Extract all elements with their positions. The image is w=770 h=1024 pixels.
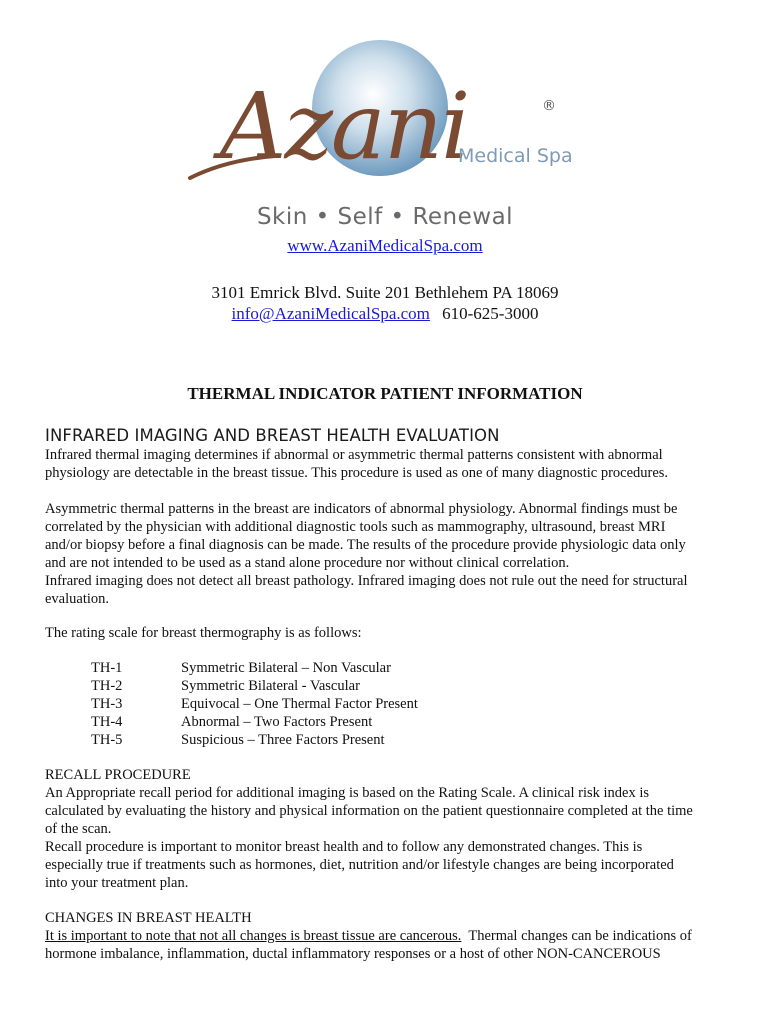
changes-heading: CHANGES IN BREAST HEALTH: [45, 910, 252, 926]
rating-code: TH-5: [91, 732, 123, 748]
text-line: and are not intended to be used as a stand alone procedure nor without clinical correlation.: [45, 555, 570, 571]
rating-row: [91, 659, 418, 677]
rating-intro: The rating scale for breast thermography is as follows:: [45, 625, 362, 641]
paragraph-intro: [45, 446, 735, 482]
section-heading-infrared: INFRARED IMAGING AND BREAST HEALTH EVALUATION: [45, 426, 500, 445]
text-line: physiology are detectable in the breast tissue. This procedure is used as one of many diagnostic procedures.: [45, 465, 669, 481]
text-line: Asymmetric thermal patterns in the breast are indicators of abnormal physiology. Abnormal findings must be: [45, 501, 678, 517]
text-line: and/or biopsy before a final diagnosis can be made. The results of the procedure provide physiologic data only: [45, 537, 686, 553]
recall-heading: RECALL PROCEDURE: [45, 767, 191, 783]
rating-description: Equivocal – One Thermal Factor Present: [181, 696, 418, 712]
rating-description: Abnormal – Two Factors Present: [181, 714, 373, 730]
text-line: An Appropriate recall period for additional imaging is based on the Rating Scale. A clinical risk index is: [45, 785, 650, 801]
text-line: Infrared thermal imaging determines if abnormal or asymmetric thermal patterns consistent with abnormal: [45, 447, 663, 463]
rating-row: [91, 695, 418, 713]
logo-subtitle: Medical Spa: [458, 145, 573, 167]
text-line: especially true if treatments such as hormones, diet, nutrition and/or lifestyle changes are being incorporated: [45, 857, 674, 873]
text-line: [45, 927, 735, 945]
rating-code: TH-1: [91, 660, 123, 676]
logo-brand: Azani: [220, 73, 469, 180]
tagline: Skin • Self • Renewal: [256, 204, 514, 230]
text-line: hormone imbalance, inflammation, ductal inflammatory responses or a host of other NON-CANCEROUS: [45, 946, 661, 962]
rating-code: TH-3: [91, 696, 123, 712]
rating-code: TH-4: [91, 714, 123, 730]
contact-line: [0, 304, 770, 324]
rating-description: Symmetric Bilateral – Non Vascular: [181, 660, 391, 676]
rating-scale-list: [91, 659, 418, 749]
phone-number: 610-625-3000: [442, 304, 539, 323]
text-line: calculated by evaluating the history and physical information on the patient questionnaire completed at the time: [45, 803, 693, 819]
document-title: THERMAL INDICATOR PATIENT INFORMATION: [187, 384, 583, 403]
rating-code: TH-2: [91, 678, 123, 694]
text-line: Recall procedure is important to monitor breast health and to follow any demonstrated changes. This is: [45, 839, 643, 855]
recall-section: [45, 766, 735, 892]
text-line: into your treatment plan.: [45, 875, 189, 891]
text-line: of the scan.: [45, 821, 112, 837]
rating-row: [91, 677, 418, 695]
rating-row: [91, 731, 418, 749]
text-fragment: Thermal changes can be indications of: [461, 928, 692, 944]
rating-description: Symmetric Bilateral - Vascular: [181, 678, 360, 694]
text-line: correlated by the physician with additional diagnostic tools such as mammography, ultrasound, breast MRI: [45, 519, 666, 535]
website-line: [0, 236, 770, 256]
email-link[interactable]: info@AzaniMedicalSpa.com: [231, 304, 430, 323]
text-line: evaluation.: [45, 591, 110, 607]
rating-description: Suspicious – Three Factors Present: [181, 732, 385, 748]
underlined-note: It is important to note that not all changes is breast tissue are cancerous.: [45, 928, 462, 944]
website-link[interactable]: www.AzaniMedicalSpa.com: [287, 236, 483, 255]
logo-registered: ®: [542, 98, 556, 114]
changes-section: [45, 909, 735, 963]
text-line: Infrared imaging does not detect all breast pathology. Infrared imaging does not rule out the need for structural: [45, 573, 688, 589]
paragraph-asymmetric: [45, 500, 735, 608]
rating-row: [91, 713, 418, 731]
address: 3101 Emrick Blvd. Suite 201 Bethlehem PA 18069: [211, 283, 559, 302]
